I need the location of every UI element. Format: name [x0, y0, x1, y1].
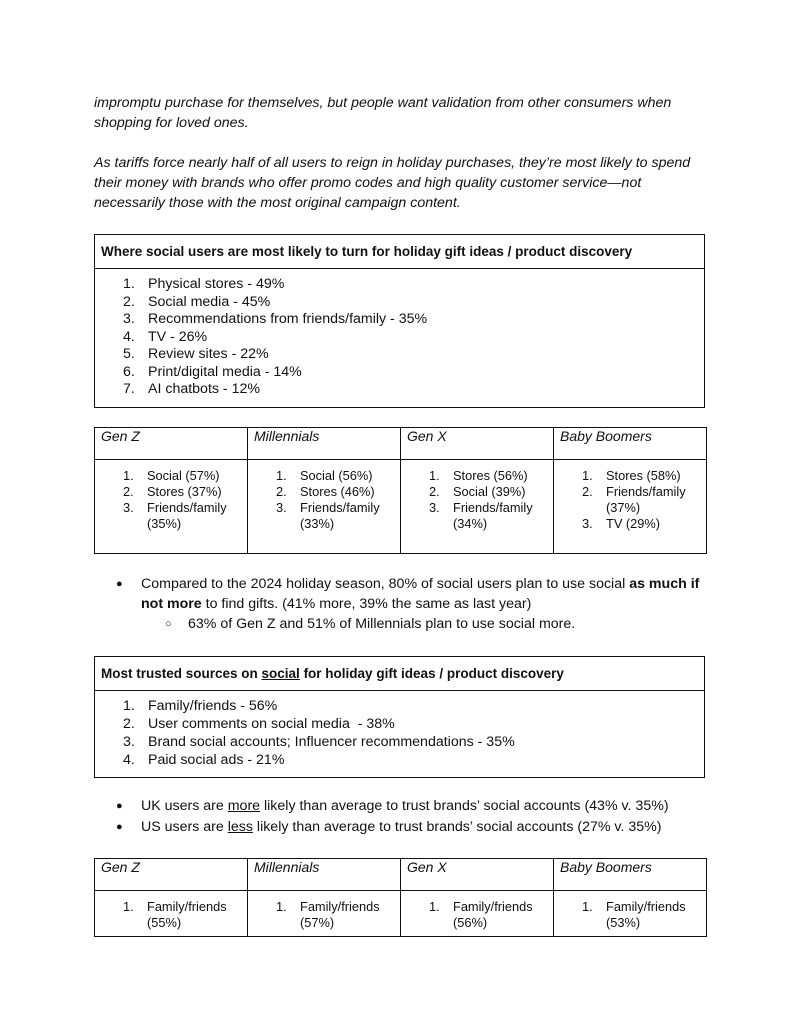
trusted-sources-list [95, 691, 704, 769]
bullet-item: ● UK users are more likely than average to trust brands’ social accounts (43% v. 35%) [116, 798, 669, 814]
list-item: 7. AI chatbots - 12% [123, 381, 260, 397]
bullet-item: ● Compared to the 2024 holiday season, 80% of social users plan to use social as much if not more to find gifts. (41% more, 39% the same as last year) ○ 63% of Gen Z and 51% of Millennials plan to use social more. [94, 574, 714, 634]
generation-discovery-table [94, 427, 707, 554]
list-item: 5. Review sites - 22% [123, 346, 269, 362]
header-baby-boomers: Baby Boomers [554, 859, 707, 891]
sub-bullet-item: ○ 63% of Gen Z and 51% of Millennials plan to use social more. [165, 616, 576, 632]
header-gen-x: Gen X [401, 859, 554, 891]
list-item: 2. Friends/family (37%) [582, 484, 686, 515]
header-gen-z: Gen Z [95, 428, 248, 460]
list-item: 1. Family/friends (53%) [582, 899, 686, 930]
list-item: 3. Friends/family (34%) [429, 500, 533, 531]
list-item: 1. Social (56%) [276, 468, 373, 483]
list-item: 1. Family/friends - 56% [123, 698, 278, 714]
header-baby-boomers: Baby Boomers [554, 428, 707, 460]
discovery-sources-list [95, 269, 704, 399]
list-item: 1. Stores (56%) [429, 468, 528, 483]
millennials-cell [248, 891, 401, 937]
list-item: 1. Stores (58%) [582, 468, 681, 483]
trusted-sources-table [94, 656, 705, 778]
gen-x-cell [401, 460, 554, 554]
list-item: 2. Social media - 45% [123, 293, 271, 310]
regional-trust-bullets [94, 796, 714, 838]
list-item: 4. Paid social ads - 21% [123, 752, 285, 768]
list-item: 1. Family/friends (55%) [123, 899, 227, 930]
millennials-cell [248, 460, 401, 554]
list-item: 1. Family/friends (57%) [276, 899, 380, 930]
bullet-item: ● US users are less likely than average to trust brands’ social accounts (27% v. 35%) [116, 819, 662, 835]
list-item: 2. Stores (37%) [123, 484, 222, 499]
list-item: 4. TV - 26% [123, 328, 208, 345]
header-millennials: Millennials [248, 428, 401, 460]
list-item: 2. User comments on social media - 38% [123, 716, 395, 732]
list-item: 3. TV (29%) [582, 516, 661, 531]
list-item: 3. Recommendations from friends/family - 35% [123, 311, 428, 327]
header-millennials: Millennials [248, 859, 401, 891]
gen-x-cell [401, 891, 554, 937]
list-item: 6. Print/digital media - 14% [123, 363, 302, 380]
header-gen-x: Gen X [401, 428, 554, 460]
list-item: 1. Social (57%) [123, 468, 220, 483]
social-usage-bullets [94, 574, 714, 634]
list-item: 3. Friends/family (33%) [276, 500, 380, 531]
trusted-sources-title: Most trusted sources on social for holiday gift ideas / product discovery [95, 657, 704, 691]
gen-z-cell [95, 460, 248, 554]
list-item: 3. Friends/family (35%) [123, 500, 227, 531]
header-gen-z: Gen Z [95, 859, 248, 891]
intro-paragraph-2: As tariffs force nearly half of all users to reign in holiday purchases, they’re most likely to spend their money with brands who offer promo codes and high quality customer service—not necessarily those with the most original campaign content. [94, 155, 691, 211]
discovery-sources-title: Where social users are most likely to turn for holiday gift ideas / product discovery [95, 235, 704, 269]
list-item: 2. Stores (46%) [276, 484, 375, 499]
discovery-sources-table [94, 234, 705, 408]
generation-trust-table [94, 858, 707, 937]
list-item: 1. Family/friends (56%) [429, 899, 533, 930]
list-item: 2. Social (39%) [429, 484, 526, 499]
list-item: 3. Brand social accounts; Influencer recommendations - 35% [123, 734, 515, 750]
baby-boomers-cell [554, 460, 707, 554]
list-item: 1. Physical stores - 49% [123, 276, 285, 292]
gen-z-cell [95, 891, 248, 937]
sub-bullet-list [141, 614, 714, 634]
intro-paragraph-1: impromptu purchase for themselves, but people want validation from other consumers when shopping for loved ones. [94, 95, 672, 131]
baby-boomers-cell [554, 891, 707, 937]
